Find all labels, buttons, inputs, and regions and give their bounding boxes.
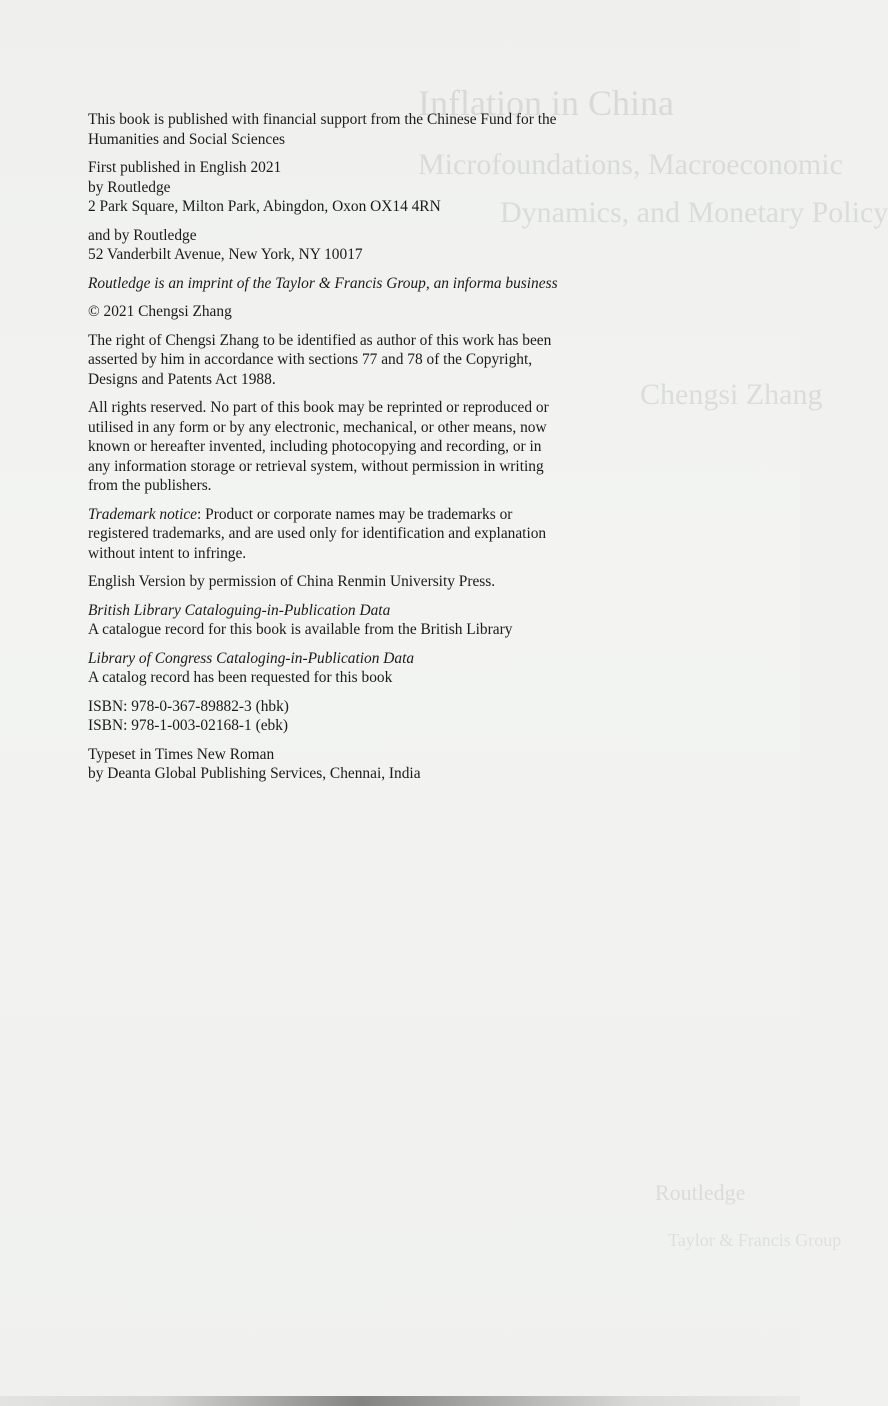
text-line: Humanities and Social Sciences xyxy=(88,130,286,148)
trademark-text: : Product or corporate names may be trademarks or xyxy=(197,505,513,523)
ghost-title: Inflation in China xyxy=(418,83,674,123)
ghost-publisher: Routledge xyxy=(655,1180,746,1205)
text-line: any information storage or retrieval system, without permission in writing xyxy=(88,457,544,475)
text-line: The right of Chengsi Zhang to be identified as author of this work has been xyxy=(88,331,552,349)
ghost-subtitle-2: Dynamics, and Monetary Policy xyxy=(500,196,888,229)
text-line: by Deanta Global Publishing Services, Chennai, India xyxy=(88,765,421,782)
text-line: This book is published with financial support from the Chinese Fund for the xyxy=(88,111,557,128)
text-line: 2 Park Square, Milton Park, Abingdon, Oxon OX14 4RN xyxy=(88,198,441,215)
trademark-notice-block xyxy=(88,505,648,564)
text-line: without intent to infringe. xyxy=(88,544,247,562)
page-bottom-edge xyxy=(0,1396,800,1406)
text-line: Typeset in Times New Roman xyxy=(88,745,275,763)
text-line: English Version by permission of China Renmin University Press. xyxy=(88,573,496,590)
us-address-block xyxy=(88,226,648,265)
copyright-line xyxy=(88,302,648,322)
isbn-ebk: ISBN: 978-1-003-02168-1 (ebk) xyxy=(88,717,289,734)
text-line: A catalogue record for this book is available from the British Library xyxy=(88,621,513,638)
text-line: First published in English 2021 xyxy=(88,159,282,176)
isbn-block xyxy=(88,697,648,736)
rights-reserved-block xyxy=(88,398,648,496)
moral-rights-block xyxy=(88,331,648,390)
section-heading: British Library Cataloguing-in-Publication Data xyxy=(88,601,391,619)
typeset-block xyxy=(88,745,648,784)
text-line: Routledge is an imprint of the Taylor & Francis Group, an informa business xyxy=(88,274,558,292)
text-line: and by Routledge xyxy=(88,226,197,244)
isbn-hbk: ISBN: 978-0-367-89882-3 (hbk) xyxy=(88,697,289,715)
library-of-congress-block xyxy=(88,649,648,688)
text-line: © 2021 Chengsi Zhang xyxy=(88,303,232,320)
text-line: 52 Vanderbilt Avenue, New York, NY 10017 xyxy=(88,246,363,263)
text-line: registered trademarks, and are used only for identification and explanation xyxy=(88,525,547,542)
ghost-subtitle-1: Microfoundations, Macroeconomic xyxy=(418,148,843,181)
text-line: All rights reserved. No part of this book may be reprinted or reproduced or xyxy=(88,399,549,416)
imprint-statement xyxy=(88,274,648,294)
text-line: asserted by him in accordance with sections 77 and 78 of the Copyright, xyxy=(88,351,533,368)
trademark-label: Trademark notice xyxy=(88,505,198,523)
text-line: Designs and Patents Act 1988. xyxy=(88,370,276,388)
section-heading: Library of Congress Cataloging-in-Publication Data xyxy=(88,649,415,667)
ghost-publisher-sub: Taylor & Francis Group xyxy=(668,1230,842,1250)
text-line: known or hereafter invented, including photocopying and recording, or in xyxy=(88,438,542,455)
text-line: by Routledge xyxy=(88,178,171,196)
copyright-text xyxy=(88,110,648,784)
first-published-block xyxy=(88,158,648,217)
british-library-block xyxy=(88,601,648,640)
text-line: from the publishers. xyxy=(88,477,212,494)
text-line: utilised in any form or by any electronic, mechanical, or other means, now xyxy=(88,418,547,436)
funding-notice xyxy=(88,110,648,149)
permission-statement xyxy=(88,572,648,592)
ghost-author: Chengsi Zhang xyxy=(640,378,823,411)
text-line xyxy=(88,505,648,525)
text-line: A catalog record has been requested for this book xyxy=(88,669,393,686)
